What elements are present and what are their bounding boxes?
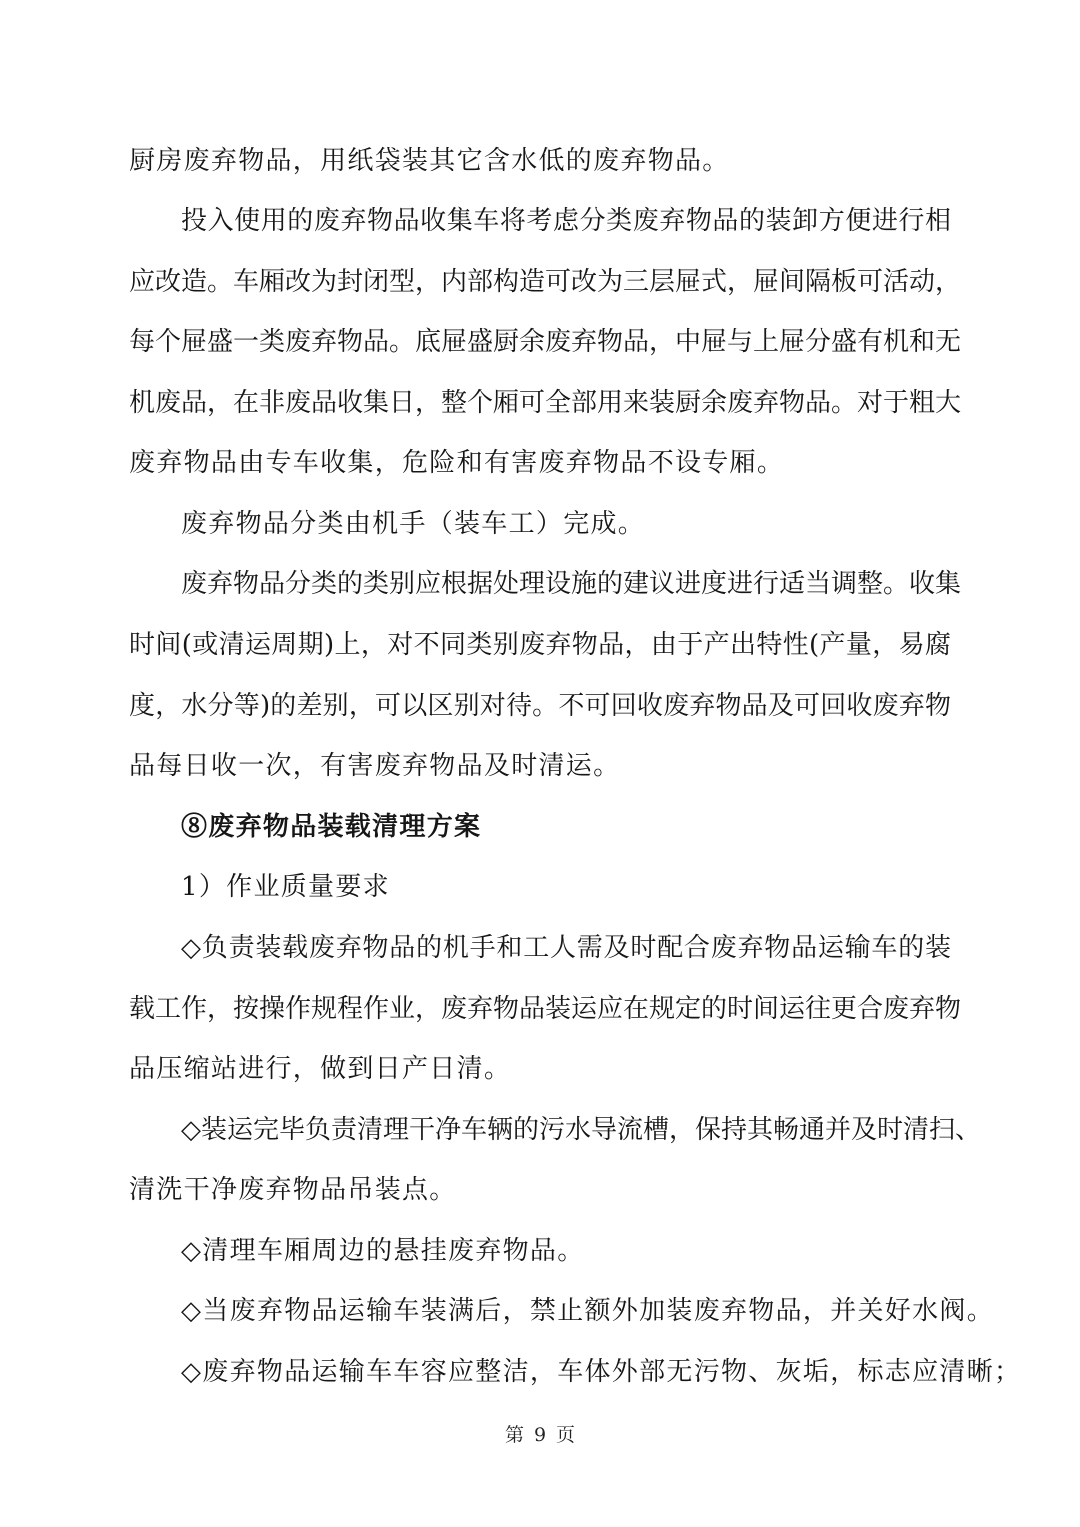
paragraph-line: 品压缩站进行，做到日产日清。 <box>129 1054 512 1084</box>
paragraph-line: ◇装运完毕负责清理干净车辆的污水导流槽，保持其畅通并及时清扫、 <box>181 1115 981 1145</box>
page-number: 9 <box>533 1424 547 1446</box>
paragraph-line: ◇废弃物品运输车车容应整洁，车体外部无污物、灰垢，标志应清晰； <box>181 1357 1022 1387</box>
paragraph-line: 废弃物品分类由机手（装车工）完成。 <box>181 509 646 539</box>
paragraph-line: 废弃物品分类的类别应根据处理设施的建议进度进行适当调整。收集 <box>181 569 962 599</box>
subsection-heading: 1）作业质量要求 <box>181 872 390 902</box>
paragraph-line: 应改造。车厢改为封闭型，内部构造可改为三层屉式，屉间隔板可活动， <box>129 267 962 297</box>
paragraph-line: 时间(或清运周期)上，对不同类别废弃物品，由于产出特性(产量，易腐 <box>129 630 951 660</box>
paragraph-line: 机废品，在非废品收集日，整个厢可全部用来装厨余废弃物品。对于粗大 <box>129 388 962 418</box>
paragraph-line: 清洗干净废弃物品吊装点。 <box>129 1175 457 1205</box>
page-number-prefix: 第 <box>504 1424 524 1446</box>
paragraph-line: ◇负责装载废弃物品的机手和工人需及时配合废弃物品运输车的装 <box>181 933 951 963</box>
page-number-suffix: 页 <box>556 1424 576 1446</box>
paragraph-line: 品每日收一次，有害废弃物品及时清运。 <box>129 751 621 781</box>
section-heading: ⑧废弃物品装载清理方案 <box>181 812 482 842</box>
page-footer <box>0 1422 1080 1448</box>
paragraph-line: 厨房废弃物品，用纸袋装其它含水低的废弃物品。 <box>129 146 730 176</box>
paragraph-line: 废弃物品由专车收集，危险和有害废弃物品不设专厢。 <box>129 448 785 478</box>
paragraph-line: 度，水分等)的差别，可以区别对待。不可回收废弃物品及可回收废弃物 <box>129 691 951 721</box>
paragraph-line: 每个屉盛一类废弃物品。底屉盛厨余废弃物品，中屉与上屉分盛有机和无 <box>129 327 962 357</box>
paragraph-line: ◇清理车厢周边的悬挂废弃物品。 <box>181 1236 585 1266</box>
paragraph-line: 投入使用的废弃物品收集车将考虑分类废弃物品的装卸方便进行相 <box>181 206 951 236</box>
paragraph-line: 载工作，按操作规程作业，废弃物品装运应在规定的时间运往更合废弃物 <box>129 994 962 1024</box>
paragraph-line: ◇当废弃物品运输车装满后，禁止额外加装废弃物品，并关好水阀。 <box>181 1296 994 1326</box>
